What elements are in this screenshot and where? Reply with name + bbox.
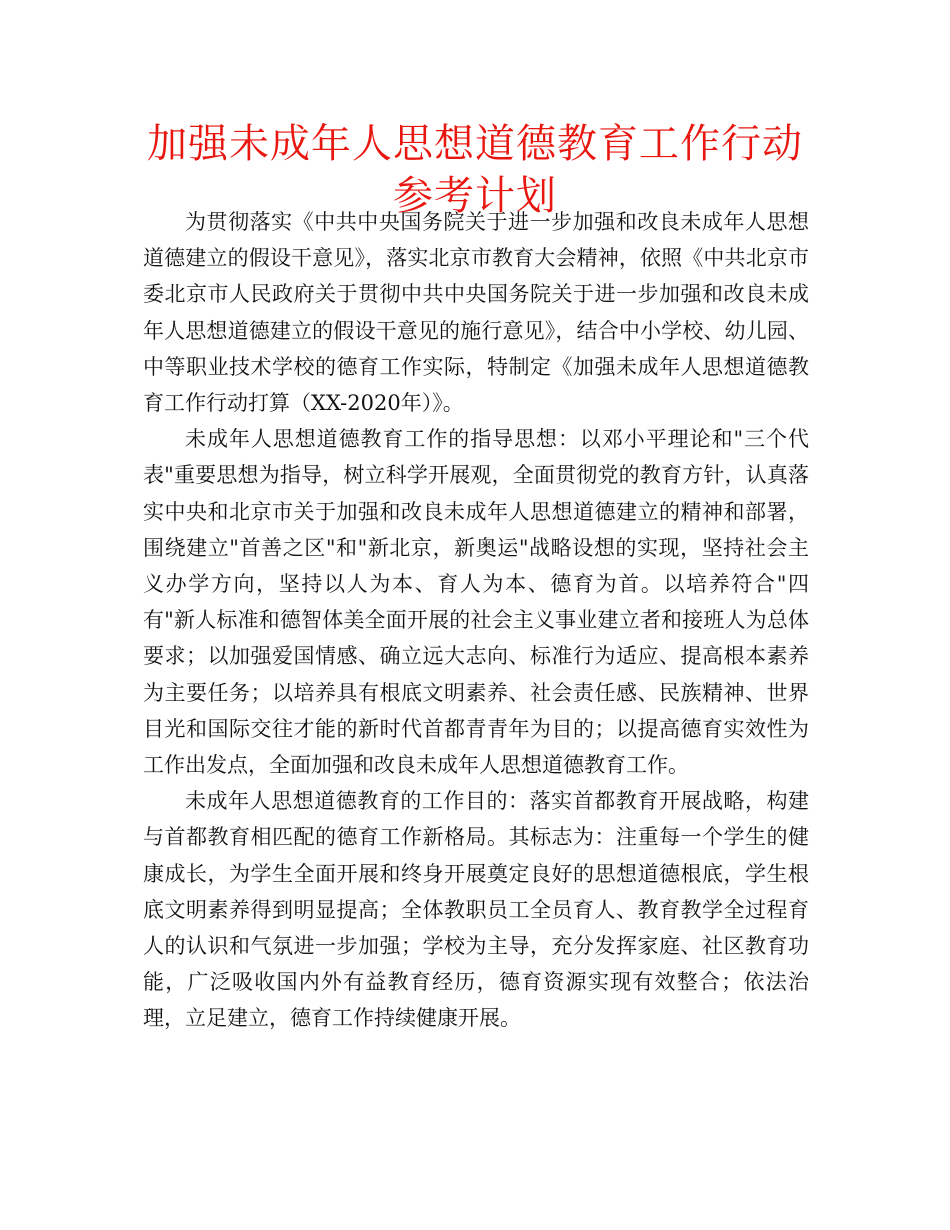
paragraph-guiding-ideology: 未成年人思想道德教育工作的指导思想：以邓小平理论和"三个代表"重要思想为指导，树立科学开展观，全面贯彻党的教育方针，认真落实中央和北京市关于加强和改良未成年人思想道德建立的精神和部署，围绕建立"首善之区"和"新北京，新奥运"战略设想的实现，坚持社会主义办学方向，坚持以人为本、育人为本、德育为首。以培养符合"四有"新人标准和德智体美全面开展的社会主义事业建立者和接班人为总体要求；以加强爱国情感、确立远大志向、标准行为适应、提高根本素养为主要任务；以培养具有根底文明素养、社会责任感、民族精神、世界目光和国际交往才能的新时代首都青青年为目的；以提高德育实效性为工作出发点，全面加强和改良未成年人思想道德教育工作。	[143, 427, 809, 778]
document-title: 加强未成年人思想道德教育工作行动参考计划	[147, 121, 803, 219]
paragraph-work-goals: 未成年人思想道德教育的工作目的：落实首都教育开展战略，构建与首都教育相匹配的德育工作新格局。其标志为：注重每一个学生的健康成长，为学生全面开展和终身开展奠定良好的思想道德根底，学生根底文明素养得到明显提高；全体教职员工全员育人、教育教学全过程育人的认识和气氛进一步加强；学校为主导，充分发挥家庭、社区教育功能，广泛吸收国内外有益教育经历，德育资源实现有效整合；依法治理，立足建立，德育工作持续健康开展。	[143, 789, 809, 1031]
paragraph-intro: 为贯彻落实《中共中央国务院关于进一步加强和改良未成年人思想道德建立的假设干意见》，落实北京市教育大会精神，依照《中共北京市委北京市人民政府关于贯彻中共中央国务院关于进一步加强和改良未成年人思想道德建立的假设干意见的施行意见》，结合中小学校、幼儿园、中等职业技术学校的德育工作实际，特制定《加强未成年人思想道德教育工作行动打算（XX-2020年）》。	[143, 210, 809, 416]
document-body	[143, 204, 809, 1037]
